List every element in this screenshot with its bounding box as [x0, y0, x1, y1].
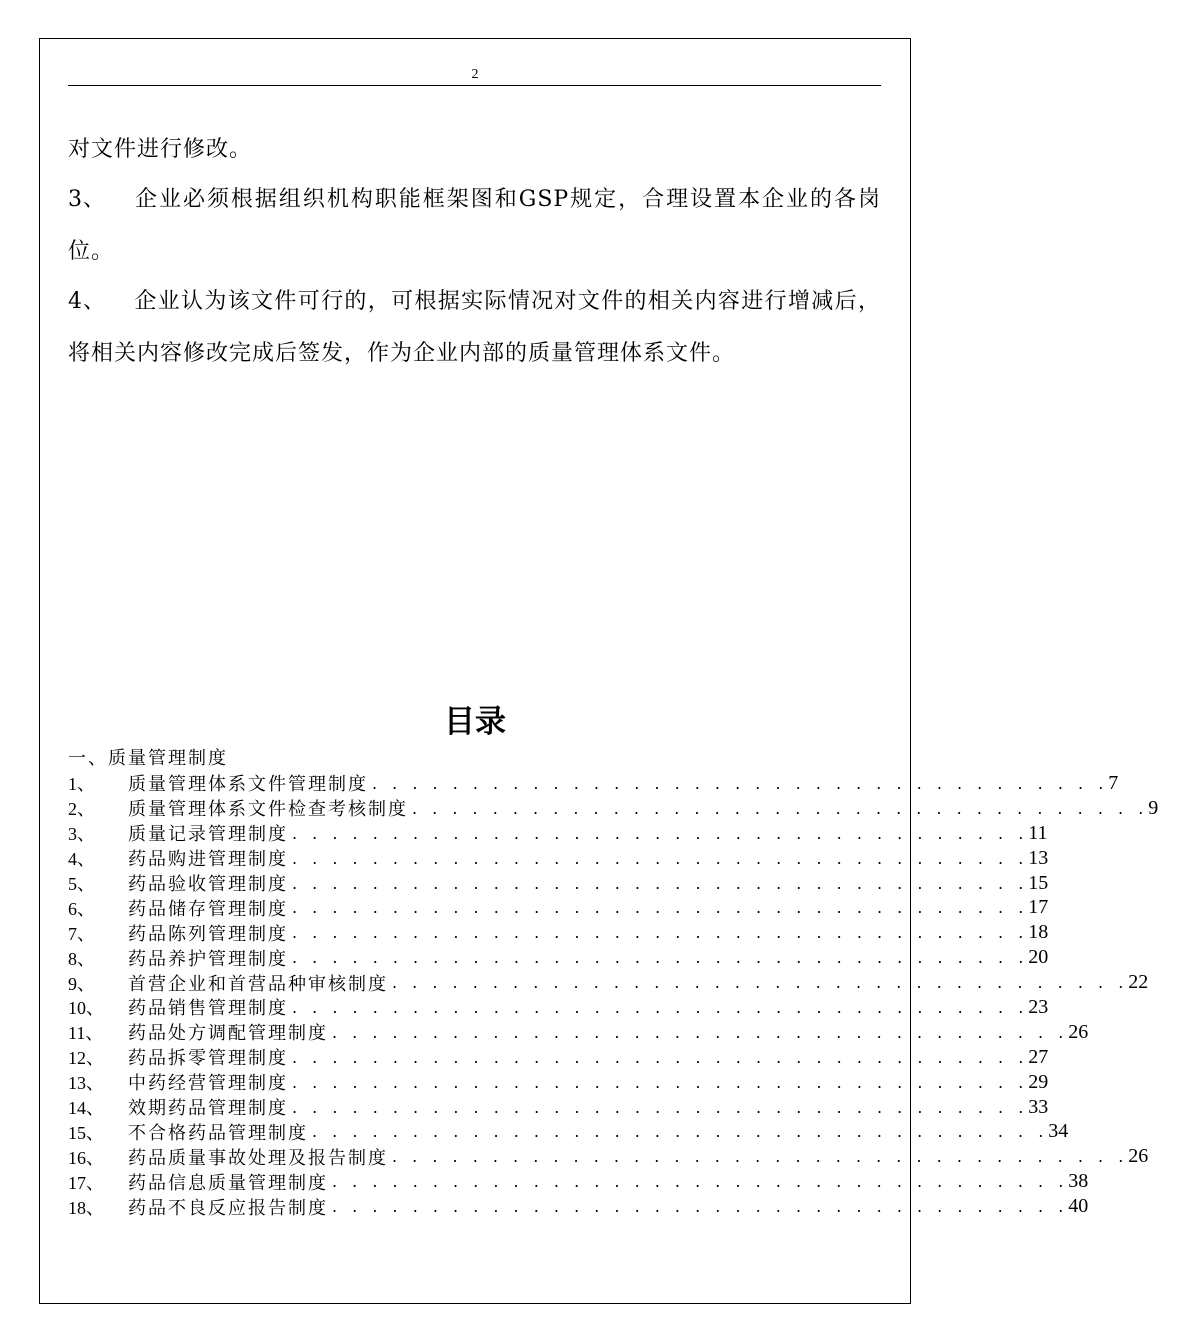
toc-entry[interactable]	[68, 796, 1159, 821]
toc-entry-page: 18	[1028, 921, 1049, 944]
toc-entry-page: 9	[1148, 796, 1159, 819]
toc-entry-title: 首营企业和首营品种审核制度	[128, 973, 388, 995]
toc-leader-dots: . . . . . . . . . . . . . . . . . . . . . . . . . . . . . . . . . . . . .	[292, 1097, 1029, 1117]
toc-entry-number: 1、	[68, 774, 95, 795]
toc-entry-number: 10、	[68, 998, 104, 1019]
toc-entry[interactable]	[68, 920, 1049, 945]
toc-entry-page: 23	[1028, 995, 1049, 1018]
toc-title: 目录	[444, 704, 506, 740]
toc-entry-page: 26	[1128, 1145, 1149, 1168]
toc-entry-title: 质量记录管理制度	[128, 824, 288, 846]
toc-leader-dots: . . . . . . . . . . . . . . . . . . . . . . . . . . . . . . . . . . . . .	[392, 973, 1129, 993]
toc-entry[interactable]	[68, 1169, 1089, 1194]
toc-entry-number: 11、	[68, 1023, 104, 1044]
toc-entry-number: 5、	[68, 874, 95, 895]
paragraph-continuation: 对文件进行修改。	[68, 137, 253, 162]
toc-entry-title: 中药经营管理制度	[128, 1073, 288, 1095]
toc-section-heading: 一、质量管理制度	[68, 748, 228, 769]
toc-entry-title: 药品购进管理制度	[128, 849, 288, 871]
toc-entry-number: 6、	[68, 898, 95, 919]
toc-leader-dots: . . . . . . . . . . . . . . . . . . . . . . . . . . . . . . . . . . . . .	[392, 1147, 1129, 1167]
toc-entry[interactable]	[68, 1194, 1089, 1219]
toc-entry[interactable]	[68, 970, 1149, 995]
list-item-text: 企业必须根据组织机构职能框架图和GSP规定，合理设置本企业的各岗位。	[68, 187, 881, 264]
toc-entry-title: 药品陈列管理制度	[128, 923, 288, 945]
toc-entry-title: 药品不良反应报告制度	[128, 1197, 328, 1219]
toc-entry-title: 药品养护管理制度	[128, 948, 288, 970]
toc-entry[interactable]	[68, 821, 1048, 846]
toc-entry-number: 17、	[68, 1172, 104, 1193]
toc-leader-dots: . . . . . . . . . . . . . . . . . . . . . . . . . . . . . . . . . . . . .	[292, 948, 1029, 968]
toc-entry-page: 7	[1108, 771, 1119, 794]
toc-entry-number: 8、	[68, 948, 95, 969]
toc-entry-title: 药品质量事故处理及报告制度	[128, 1147, 388, 1169]
toc-entry[interactable]	[68, 1095, 1049, 1120]
toc-entry[interactable]	[68, 1144, 1149, 1169]
toc-entry-number: 7、	[68, 923, 95, 944]
toc-entry-title: 药品储存管理制度	[128, 898, 288, 920]
toc-leader-dots: . . . . . . . . . . . . . . . . . . . . . . . . . . . . . . . . . . . . .	[292, 823, 1029, 843]
toc-leader-dots: . . . . . . . . . . . . . . . . . . . . . . . . . . . . . . . . . . . . .	[292, 898, 1029, 918]
toc-entry-page: 20	[1028, 946, 1049, 969]
toc-leader-dots: . . . . . . . . . . . . . . . . . . . . . . . . . . . . . . . . . . . . .	[292, 997, 1029, 1017]
toc-leader-dots: . . . . . . . . . . . . . . . . . . . . . . . . . . . . . . . . . . . . .	[292, 1072, 1029, 1092]
toc-entry[interactable]	[68, 846, 1049, 871]
toc-entry-title: 药品销售管理制度	[128, 998, 288, 1020]
toc-entry-title: 质量管理体系文件管理制度	[128, 774, 368, 796]
toc-entry-number: 15、	[68, 1122, 104, 1143]
toc-leader-dots: . . . . . . . . . . . . . . . . . . . . . . . . . . . . . . . . . . . . .	[332, 1172, 1069, 1192]
toc-entry-title: 药品验收管理制度	[128, 874, 288, 896]
toc-entry-page: 15	[1028, 871, 1049, 894]
toc-entry[interactable]	[68, 1119, 1069, 1144]
toc-entry-page: 13	[1028, 846, 1049, 869]
toc-entry-title: 药品处方调配管理制度	[128, 1023, 328, 1045]
toc-entry[interactable]	[68, 945, 1049, 970]
toc-entry-number: 2、	[68, 799, 95, 820]
toc-leader-dots: . . . . . . . . . . . . . . . . . . . . . . . . . . . . . . . . . . . . .	[332, 1022, 1069, 1042]
toc-entry[interactable]	[68, 771, 1119, 796]
toc-entry-number: 13、	[68, 1073, 104, 1094]
toc-entry-page: 34	[1048, 1120, 1069, 1143]
toc-entry-page: 38	[1068, 1170, 1089, 1193]
toc-entry-number: 18、	[68, 1197, 104, 1218]
list-item-3	[68, 174, 881, 278]
toc-leader-dots: . . . . . . . . . . . . . . . . . . . . . . . . . . . . . . . . . . . . .	[292, 1047, 1029, 1067]
toc-entry-page: 33	[1028, 1095, 1049, 1118]
toc-entry-page: 11	[1028, 821, 1048, 844]
toc-entry[interactable]	[68, 1070, 1049, 1095]
toc-entry-title: 效期药品管理制度	[128, 1098, 288, 1120]
toc-entry-page: 17	[1028, 896, 1049, 919]
header-rule	[68, 85, 881, 86]
toc-entry[interactable]	[68, 895, 1049, 920]
list-item-4	[68, 276, 881, 380]
toc-leader-dots: . . . . . . . . . . . . . . . . . . . . . . . . . . . . . . . . . . . . .	[292, 923, 1029, 943]
toc-leader-dots: . . . . . . . . . . . . . . . . . . . . . . . . . . . . . . . . . . . . .	[292, 873, 1029, 893]
toc-entry-number: 3、	[68, 824, 95, 845]
toc-entry-page: 29	[1028, 1070, 1049, 1093]
toc-entry-number: 14、	[68, 1098, 104, 1119]
toc-entry[interactable]	[68, 995, 1049, 1020]
toc-entry[interactable]	[68, 871, 1049, 896]
toc-entry-title: 质量管理体系文件检查考核制度	[128, 799, 408, 821]
toc-leader-dots: . . . . . . . . . . . . . . . . . . . . . . . . . . . . . . . . . . . . .	[312, 1122, 1049, 1142]
toc-entry-page: 22	[1128, 971, 1149, 994]
list-item-number: 4、	[68, 289, 106, 314]
toc-leader-dots: . . . . . . . . . . . . . . . . . . . . . . . . . . . . . . . . . . . . .	[412, 798, 1149, 818]
list-item-number: 3、	[68, 187, 106, 212]
toc-entry-title: 不合格药品管理制度	[128, 1122, 308, 1144]
toc-entry-title: 药品信息质量管理制度	[128, 1172, 328, 1194]
list-item-text: 企业认为该文件可行的，可根据实际情况对文件的相关内容进行增减后，将相关内容修改完成后签发，作为企业内部的质量管理体系文件。	[68, 289, 881, 366]
toc-entry-number: 9、	[68, 973, 95, 994]
toc-entry-page: 40	[1068, 1195, 1089, 1218]
toc-entry[interactable]	[68, 1020, 1089, 1045]
toc-entry-page: 27	[1028, 1045, 1049, 1068]
toc-entry-number: 12、	[68, 1048, 104, 1069]
toc-leader-dots: . . . . . . . . . . . . . . . . . . . . . . . . . . . . . . . . . . . . .	[332, 1197, 1069, 1217]
page-number: 2	[471, 67, 479, 82]
toc-list	[68, 771, 1159, 1219]
toc-entry[interactable]	[68, 1045, 1049, 1070]
toc-entry-number: 4、	[68, 849, 95, 870]
toc-entry-number: 16、	[68, 1147, 104, 1168]
toc-entry-page: 26	[1068, 1020, 1089, 1043]
toc-leader-dots: . . . . . . . . . . . . . . . . . . . . . . . . . . . . . . . . . . . . .	[292, 848, 1029, 868]
toc-leader-dots: . . . . . . . . . . . . . . . . . . . . . . . . . . . . . . . . . . . . .	[372, 773, 1109, 793]
toc-entry-title: 药品拆零管理制度	[128, 1048, 288, 1070]
